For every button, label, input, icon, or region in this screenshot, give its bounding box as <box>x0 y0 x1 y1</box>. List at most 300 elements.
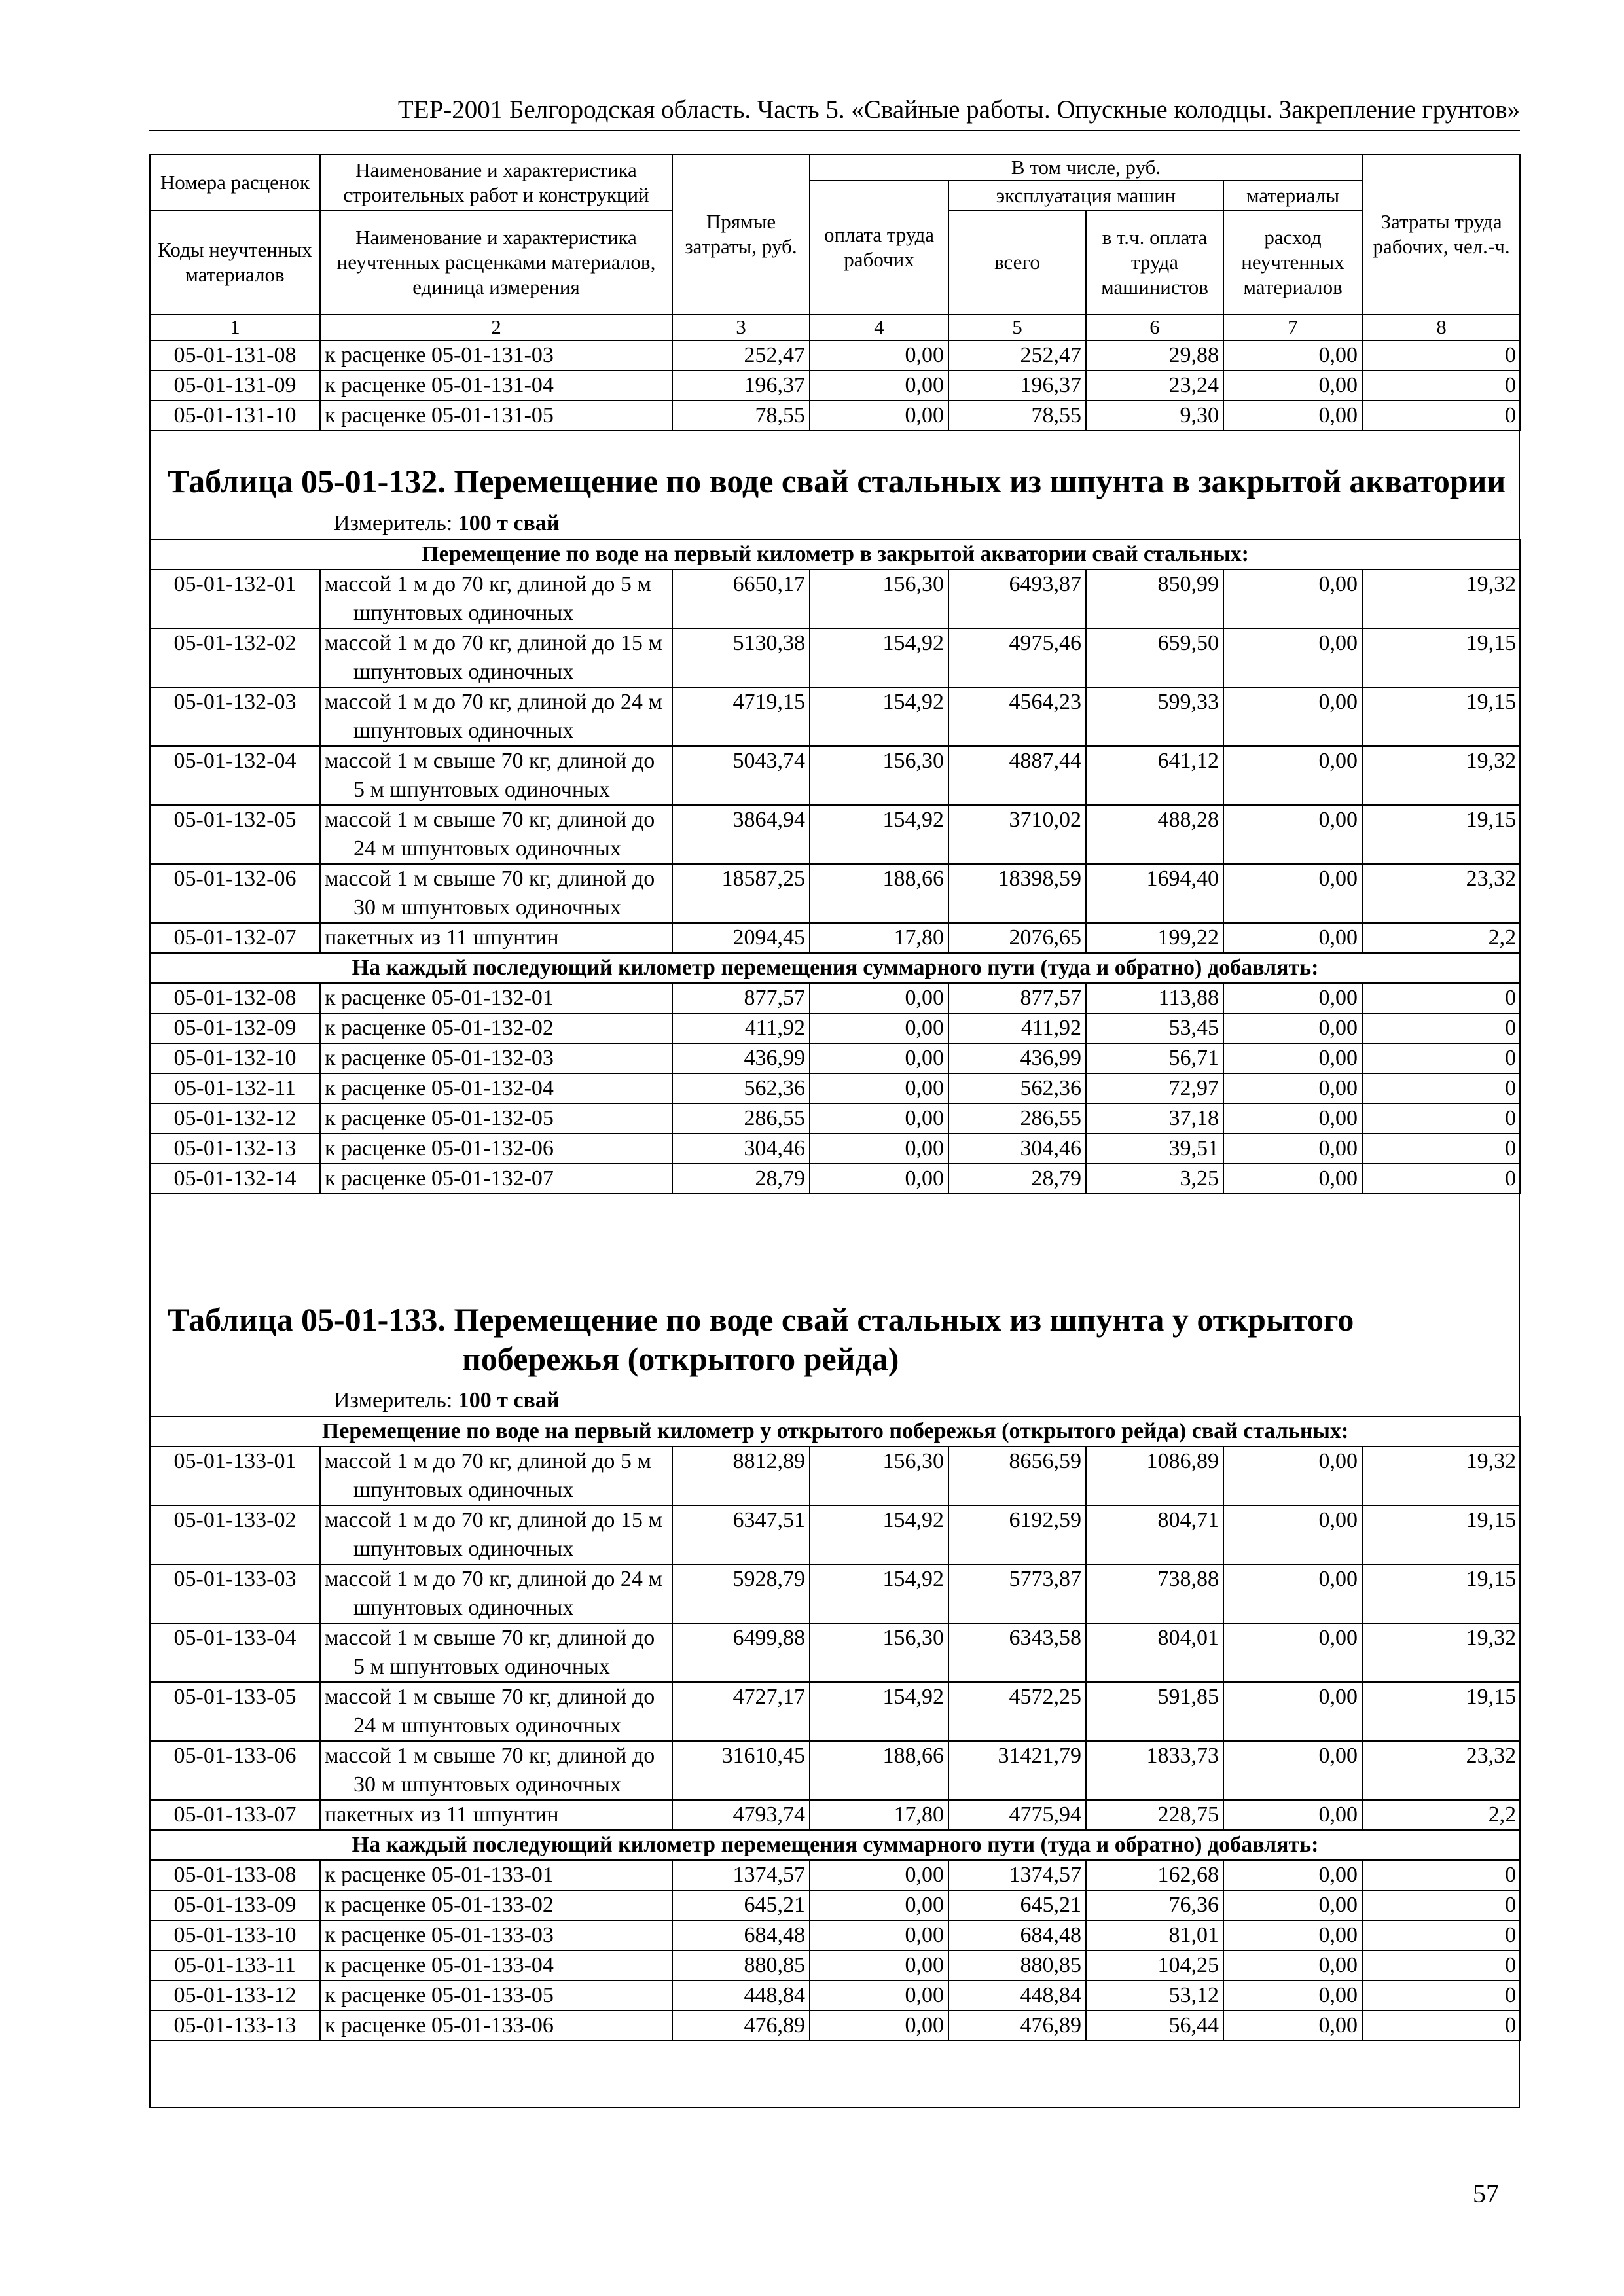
machine-total: 1374,57 <box>948 1860 1086 1890</box>
materials: 0,00 <box>1223 569 1362 628</box>
measure-label: Измеритель: <box>334 511 453 535</box>
machinist-pay: 488,28 <box>1086 805 1223 864</box>
direct-cost: 18587,25 <box>672 864 810 923</box>
materials: 0,00 <box>1223 1164 1362 1194</box>
rate-description: к расценке 05-01-131-03 <box>320 340 672 370</box>
rate-description: массой 1 м свыше 70 кг, длиной до 5 м шпунтовых одиночных <box>320 746 672 805</box>
materials: 0,00 <box>1223 923 1362 953</box>
rate-description: массой 1 м до 70 кг, длиной до 15 м шпунтовых одиночных <box>320 628 672 687</box>
labor-cost: 19,32 <box>1362 569 1521 628</box>
materials: 0,00 <box>1223 2011 1362 2041</box>
table-row <box>150 2011 1521 2041</box>
column-number: 1 <box>150 314 320 340</box>
materials: 0,00 <box>1223 1800 1362 1830</box>
rate-code: 05-01-132-05 <box>150 805 320 864</box>
machinist-pay: 591,85 <box>1086 1682 1223 1741</box>
table-row <box>150 340 1521 370</box>
materials: 0,00 <box>1223 401 1362 431</box>
table-133-title-line-2: побережья (открытого рейда) <box>462 1340 899 1377</box>
labor-cost: 0 <box>1362 401 1521 431</box>
labor-pay: 0,00 <box>810 1950 948 1981</box>
direct-cost: 286,55 <box>672 1103 810 1134</box>
labor-cost: 0 <box>1362 1981 1521 2011</box>
column-number: 5 <box>948 314 1086 340</box>
direct-cost: 252,47 <box>672 340 810 370</box>
table-row <box>150 401 1521 431</box>
labor-pay: 0,00 <box>810 1043 948 1073</box>
rate-code: 05-01-133-03 <box>150 1564 320 1623</box>
table-row <box>150 1043 1521 1073</box>
materials: 0,00 <box>1223 1013 1362 1043</box>
labor-pay: 0,00 <box>810 1920 948 1950</box>
table-row <box>150 746 1521 805</box>
direct-cost: 78,55 <box>672 401 810 431</box>
machinist-pay: 228,75 <box>1086 1800 1223 1830</box>
direct-cost: 4793,74 <box>672 1800 810 1830</box>
rate-description: к расценке 05-01-132-03 <box>320 1043 672 1073</box>
col-incl: В том числе, руб. <box>810 154 1362 181</box>
materials: 0,00 <box>1223 1920 1362 1950</box>
direct-cost: 4719,15 <box>672 687 810 746</box>
machine-total: 252,47 <box>948 340 1086 370</box>
labor-pay: 0,00 <box>810 1860 948 1890</box>
machine-total: 4564,23 <box>948 687 1086 746</box>
machine-total: 476,89 <box>948 2011 1086 2041</box>
machine-total: 196,37 <box>948 370 1086 401</box>
labor-cost: 0 <box>1362 1920 1521 1950</box>
materials: 0,00 <box>1223 1890 1362 1920</box>
materials: 0,00 <box>1223 1043 1362 1073</box>
labor-cost: 0 <box>1362 1073 1521 1103</box>
rate-description: к расценке 05-01-133-06 <box>320 2011 672 2041</box>
rate-description: к расценке 05-01-132-07 <box>320 1164 672 1194</box>
rate-code: 05-01-133-10 <box>150 1920 320 1950</box>
materials: 0,00 <box>1223 687 1362 746</box>
machinist-pay: 804,71 <box>1086 1505 1223 1564</box>
rate-description: пакетных из 11 шпунтин <box>320 923 672 953</box>
labor-cost: 0 <box>1362 1164 1521 1194</box>
table-row <box>150 1800 1521 1830</box>
labor-pay: 154,92 <box>810 1505 948 1564</box>
table-row <box>150 1950 1521 1981</box>
rate-code: 05-01-133-02 <box>150 1505 320 1564</box>
measure-value: 100 т свай <box>458 1388 560 1412</box>
labor-cost: 23,32 <box>1362 1741 1521 1800</box>
rate-code: 05-01-133-01 <box>150 1446 320 1505</box>
col-machines: эксплуатация машин <box>948 181 1223 211</box>
labor-cost: 19,15 <box>1362 687 1521 746</box>
labor-cost: 0 <box>1362 1134 1521 1164</box>
table-132-subheader-1: Перемещение по воде на первый километр в закрытой акватории свай стальных: <box>150 539 1521 569</box>
machinist-pay: 29,88 <box>1086 340 1223 370</box>
table-row <box>150 805 1521 864</box>
labor-pay: 154,92 <box>810 687 948 746</box>
labor-pay: 0,00 <box>810 370 948 401</box>
direct-cost: 28,79 <box>672 1164 810 1194</box>
labor-cost: 0 <box>1362 1013 1521 1043</box>
rate-description: массой 1 м свыше 70 кг, длиной до 30 м шпунтовых одиночных <box>320 1741 672 1800</box>
labor-pay: 0,00 <box>810 983 948 1013</box>
col-direct: Прямые затраты, руб. <box>672 154 810 314</box>
machinist-pay: 56,71 <box>1086 1043 1223 1073</box>
labor-pay: 0,00 <box>810 401 948 431</box>
machine-total: 411,92 <box>948 1013 1086 1043</box>
column-header-table <box>149 154 1521 431</box>
machinist-pay: 37,18 <box>1086 1103 1223 1134</box>
rate-description: массой 1 м свыше 70 кг, длиной до 5 м шпунтовых одиночных <box>320 1623 672 1682</box>
machine-total: 4775,94 <box>948 1800 1086 1830</box>
machinist-pay: 53,12 <box>1086 1981 1223 2011</box>
table-row <box>150 983 1521 1013</box>
machine-total: 31421,79 <box>948 1741 1086 1800</box>
direct-cost: 645,21 <box>672 1890 810 1920</box>
materials: 0,00 <box>1223 1981 1362 2011</box>
materials: 0,00 <box>1223 340 1362 370</box>
machine-total: 562,36 <box>948 1073 1086 1103</box>
col-labor-cost: Затраты труда рабочих, чел.-ч. <box>1362 154 1521 314</box>
labor-cost: 0 <box>1362 1103 1521 1134</box>
materials: 0,00 <box>1223 1073 1362 1103</box>
labor-cost: 0 <box>1362 1860 1521 1890</box>
labor-cost: 19,32 <box>1362 746 1521 805</box>
machinist-pay: 113,88 <box>1086 983 1223 1013</box>
direct-cost: 4727,17 <box>672 1682 810 1741</box>
machinist-pay: 599,33 <box>1086 687 1223 746</box>
machine-total: 4572,25 <box>948 1682 1086 1741</box>
column-number: 8 <box>1362 314 1521 340</box>
direct-cost: 31610,45 <box>672 1741 810 1800</box>
machinist-pay: 39,51 <box>1086 1134 1223 1164</box>
machinist-pay: 53,45 <box>1086 1013 1223 1043</box>
machinist-pay: 162,68 <box>1086 1860 1223 1890</box>
col-labor-pay: оплата труда рабочих <box>810 181 948 314</box>
direct-cost: 304,46 <box>672 1134 810 1164</box>
rate-code: 05-01-133-11 <box>150 1950 320 1981</box>
materials: 0,00 <box>1223 628 1362 687</box>
rate-description: к расценке 05-01-132-04 <box>320 1073 672 1103</box>
machine-total: 28,79 <box>948 1164 1086 1194</box>
direct-cost: 562,36 <box>672 1073 810 1103</box>
machine-total: 645,21 <box>948 1890 1086 1920</box>
machinist-pay: 850,99 <box>1086 569 1223 628</box>
machinist-pay: 641,12 <box>1086 746 1223 805</box>
rate-description: к расценке 05-01-132-02 <box>320 1013 672 1043</box>
labor-pay: 0,00 <box>810 1103 948 1134</box>
column-number-row <box>150 314 1521 340</box>
machinist-pay: 1694,40 <box>1086 864 1223 923</box>
table-row <box>150 1981 1521 2011</box>
table-row <box>150 687 1521 746</box>
measure-value: 100 т свай <box>458 511 560 535</box>
page-number: 57 <box>1473 2179 1499 2208</box>
direct-cost: 5928,79 <box>672 1564 810 1623</box>
rate-description: массой 1 м до 70 кг, длиной до 5 м шпунтовых одиночных <box>320 1446 672 1505</box>
rate-code: 05-01-133-13 <box>150 2011 320 2041</box>
rate-code: 05-01-132-07 <box>150 923 320 953</box>
materials: 0,00 <box>1223 1564 1362 1623</box>
table-132-measure <box>334 509 559 538</box>
materials: 0,00 <box>1223 1505 1362 1564</box>
labor-pay: 156,30 <box>810 746 948 805</box>
rate-code: 05-01-133-04 <box>150 1623 320 1682</box>
table-row <box>150 1013 1521 1043</box>
table-row <box>150 1103 1521 1134</box>
materials: 0,00 <box>1223 1623 1362 1682</box>
table-row <box>150 1623 1521 1682</box>
table-133-title-line-1: Таблица 05-01-133. Перемещение по воде свай стальных из шпунта у открытого <box>168 1301 1354 1338</box>
labor-cost: 19,32 <box>1362 1623 1521 1682</box>
col-machinist-pay: в т.ч. оплата труда машинистов <box>1086 211 1223 314</box>
labor-cost: 0 <box>1362 983 1521 1013</box>
table-row <box>150 1134 1521 1164</box>
machine-total: 877,57 <box>948 983 1086 1013</box>
materials: 0,00 <box>1223 370 1362 401</box>
table-row <box>150 1890 1521 1920</box>
direct-cost: 5043,74 <box>672 746 810 805</box>
table-row <box>150 370 1521 401</box>
machinist-pay: 199,22 <box>1086 923 1223 953</box>
rate-code: 05-01-131-08 <box>150 340 320 370</box>
labor-pay: 154,92 <box>810 628 948 687</box>
table-row <box>150 1860 1521 1890</box>
direct-cost: 684,48 <box>672 1920 810 1950</box>
table-row <box>150 628 1521 687</box>
materials: 0,00 <box>1223 1950 1362 1981</box>
rate-description: к расценке 05-01-133-02 <box>320 1890 672 1920</box>
rate-description: массой 1 м свыше 70 кг, длиной до 24 м шпунтовых одиночных <box>320 1682 672 1741</box>
machine-total: 18398,59 <box>948 864 1086 923</box>
materials: 0,00 <box>1223 805 1362 864</box>
materials: 0,00 <box>1223 1741 1362 1800</box>
labor-cost: 0 <box>1362 2011 1521 2041</box>
machinist-pay: 738,88 <box>1086 1564 1223 1623</box>
table-row <box>150 1682 1521 1741</box>
rate-code: 05-01-132-08 <box>150 983 320 1013</box>
direct-cost: 6650,17 <box>672 569 810 628</box>
direct-cost: 3864,94 <box>672 805 810 864</box>
machinist-pay: 804,01 <box>1086 1623 1223 1682</box>
rate-code: 05-01-133-12 <box>150 1981 320 2011</box>
col-code-top: Номера расценок <box>150 154 320 211</box>
machine-total: 4887,44 <box>948 746 1086 805</box>
table-133-measure <box>334 1386 559 1415</box>
rate-description: массой 1 м свыше 70 кг, длиной до 30 м шпунтовых одиночных <box>320 864 672 923</box>
table-row <box>150 1505 1521 1564</box>
labor-pay: 0,00 <box>810 1073 948 1103</box>
labor-pay: 156,30 <box>810 569 948 628</box>
materials: 0,00 <box>1223 983 1362 1013</box>
rate-code: 05-01-133-09 <box>150 1890 320 1920</box>
labor-cost: 19,15 <box>1362 1682 1521 1741</box>
rate-description: массой 1 м до 70 кг, длиной до 24 м шпунтовых одиночных <box>320 1564 672 1623</box>
machine-total: 304,46 <box>948 1134 1086 1164</box>
machinist-pay: 56,44 <box>1086 2011 1223 2041</box>
col-name-top: Наименование и характеристика строительных работ и конструкций <box>320 154 672 211</box>
table-133 <box>149 1416 1521 2041</box>
direct-cost: 1374,57 <box>672 1860 810 1890</box>
machine-total: 436,99 <box>948 1043 1086 1073</box>
col-materials: материалы <box>1223 181 1362 211</box>
table-132 <box>149 539 1521 1194</box>
rate-code: 05-01-132-13 <box>150 1134 320 1164</box>
table-133-subheader-2: На каждый последующий километр перемещения суммарного пути (туда и обратно) добавлять: <box>150 1830 1521 1860</box>
column-number: 7 <box>1223 314 1362 340</box>
labor-cost: 2,2 <box>1362 923 1521 953</box>
column-number: 3 <box>672 314 810 340</box>
rate-code: 05-01-133-08 <box>150 1860 320 1890</box>
machinist-pay: 9,30 <box>1086 401 1223 431</box>
rate-code: 05-01-132-09 <box>150 1013 320 1043</box>
machinist-pay: 23,24 <box>1086 370 1223 401</box>
materials: 0,00 <box>1223 1860 1362 1890</box>
labor-pay: 0,00 <box>810 1134 948 1164</box>
machinist-pay: 1086,89 <box>1086 1446 1223 1505</box>
rate-description: к расценке 05-01-132-06 <box>320 1134 672 1164</box>
labor-cost: 2,2 <box>1362 1800 1521 1830</box>
direct-cost: 2094,45 <box>672 923 810 953</box>
labor-pay: 156,30 <box>810 1623 948 1682</box>
rate-code: 05-01-132-06 <box>150 864 320 923</box>
machine-total: 880,85 <box>948 1950 1086 1981</box>
labor-pay: 0,00 <box>810 1890 948 1920</box>
labor-pay: 154,92 <box>810 1682 948 1741</box>
materials: 0,00 <box>1223 1134 1362 1164</box>
rate-description: к расценке 05-01-131-05 <box>320 401 672 431</box>
table-133-subheader-1: Перемещение по воде на первый километр у открытого побережья (открытого рейда) свай стальных: <box>150 1416 1521 1446</box>
machine-total: 5773,87 <box>948 1564 1086 1623</box>
labor-cost: 19,15 <box>1362 805 1521 864</box>
rate-code: 05-01-132-03 <box>150 687 320 746</box>
rate-code: 05-01-132-12 <box>150 1103 320 1134</box>
col-total: всего <box>948 211 1086 314</box>
table-row <box>150 923 1521 953</box>
direct-cost: 411,92 <box>672 1013 810 1043</box>
rate-description: массой 1 м свыше 70 кг, длиной до 24 м шпунтовых одиночных <box>320 805 672 864</box>
machinist-pay: 659,50 <box>1086 628 1223 687</box>
measure-label: Измеритель: <box>334 1388 453 1412</box>
labor-pay: 0,00 <box>810 340 948 370</box>
labor-pay: 0,00 <box>810 1164 948 1194</box>
column-number: 2 <box>320 314 672 340</box>
direct-cost: 5130,38 <box>672 628 810 687</box>
labor-pay: 188,66 <box>810 864 948 923</box>
col-uncounted: расход неучтенных материалов <box>1223 211 1362 314</box>
labor-pay: 17,80 <box>810 1800 948 1830</box>
labor-cost: 0 <box>1362 370 1521 401</box>
table-row <box>150 1741 1521 1800</box>
machinist-pay: 1833,73 <box>1086 1741 1223 1800</box>
column-number: 4 <box>810 314 948 340</box>
running-header: ТЕР-2001 Белгородская область. Часть 5. «Свайные работы. Опускные колодцы. Закрепление грунтов» <box>149 90 1520 131</box>
rate-code: 05-01-133-05 <box>150 1682 320 1741</box>
labor-cost: 19,15 <box>1362 628 1521 687</box>
rate-code: 05-01-131-10 <box>150 401 320 431</box>
table-row <box>150 1920 1521 1950</box>
machine-total: 448,84 <box>948 1981 1086 2011</box>
materials: 0,00 <box>1223 1103 1362 1134</box>
labor-cost: 23,32 <box>1362 864 1521 923</box>
column-number: 6 <box>1086 314 1223 340</box>
labor-pay: 156,30 <box>810 1446 948 1505</box>
machinist-pay: 3,25 <box>1086 1164 1223 1194</box>
direct-cost: 880,85 <box>672 1950 810 1981</box>
rate-code: 05-01-133-07 <box>150 1800 320 1830</box>
direct-cost: 6347,51 <box>672 1505 810 1564</box>
direct-cost: 877,57 <box>672 983 810 1013</box>
labor-pay: 0,00 <box>810 1013 948 1043</box>
materials: 0,00 <box>1223 746 1362 805</box>
machinist-pay: 104,25 <box>1086 1950 1223 1981</box>
labor-pay: 154,92 <box>810 805 948 864</box>
labor-pay: 0,00 <box>810 1981 948 2011</box>
table-132-title: Таблица 05-01-132. Перемещение по воде свай стальных из шпунта в закрытой акватории <box>168 463 1506 499</box>
labor-pay: 154,92 <box>810 1564 948 1623</box>
machine-total: 6192,59 <box>948 1505 1086 1564</box>
direct-cost: 196,37 <box>672 370 810 401</box>
rate-code: 05-01-133-06 <box>150 1741 320 1800</box>
table-row <box>150 1446 1521 1505</box>
rate-code: 05-01-132-14 <box>150 1164 320 1194</box>
machine-total: 4975,46 <box>948 628 1086 687</box>
labor-cost: 19,15 <box>1362 1564 1521 1623</box>
materials: 0,00 <box>1223 864 1362 923</box>
col-code-bottom: Коды неучтенных материалов <box>150 211 320 314</box>
labor-pay: 0,00 <box>810 2011 948 2041</box>
rate-code: 05-01-132-01 <box>150 569 320 628</box>
rate-description: к расценке 05-01-133-05 <box>320 1981 672 2011</box>
rate-code: 05-01-132-02 <box>150 628 320 687</box>
rate-description: массой 1 м до 70 кг, длиной до 5 м шпунтовых одиночных <box>320 569 672 628</box>
labor-cost: 19,32 <box>1362 1446 1521 1505</box>
rate-description: пакетных из 11 шпунтин <box>320 1800 672 1830</box>
labor-cost: 0 <box>1362 1043 1521 1073</box>
rate-code: 05-01-132-04 <box>150 746 320 805</box>
machine-total: 3710,02 <box>948 805 1086 864</box>
machinist-pay: 72,97 <box>1086 1073 1223 1103</box>
machine-total: 684,48 <box>948 1920 1086 1950</box>
table-row <box>150 569 1521 628</box>
table-row <box>150 1073 1521 1103</box>
rate-description: массой 1 м до 70 кг, длиной до 15 м шпунтовых одиночных <box>320 1505 672 1564</box>
rate-description: к расценке 05-01-132-05 <box>320 1103 672 1134</box>
rate-code: 05-01-131-09 <box>150 370 320 401</box>
table-132-subheader-2: На каждый последующий километр перемещения суммарного пути (туда и обратно) добавлять: <box>150 953 1521 983</box>
labor-cost: 0 <box>1362 340 1521 370</box>
machine-total: 2076,65 <box>948 923 1086 953</box>
rate-code: 05-01-132-10 <box>150 1043 320 1073</box>
direct-cost: 448,84 <box>672 1981 810 2011</box>
rate-code: 05-01-132-11 <box>150 1073 320 1103</box>
direct-cost: 6499,88 <box>672 1623 810 1682</box>
col-name-bottom: Наименование и характеристика неучтенных расценками материалов, единица измерения <box>320 211 672 314</box>
machine-total: 6493,87 <box>948 569 1086 628</box>
direct-cost: 436,99 <box>672 1043 810 1073</box>
labor-cost: 19,15 <box>1362 1505 1521 1564</box>
labor-cost: 0 <box>1362 1950 1521 1981</box>
table-row <box>150 864 1521 923</box>
table-row <box>150 1564 1521 1623</box>
direct-cost: 476,89 <box>672 2011 810 2041</box>
direct-cost: 8812,89 <box>672 1446 810 1505</box>
machine-total: 8656,59 <box>948 1446 1086 1505</box>
machine-total: 286,55 <box>948 1103 1086 1134</box>
machinist-pay: 81,01 <box>1086 1920 1223 1950</box>
rate-description: к расценке 05-01-132-01 <box>320 983 672 1013</box>
rate-description: к расценке 05-01-133-01 <box>320 1860 672 1890</box>
materials: 0,00 <box>1223 1446 1362 1505</box>
labor-cost: 0 <box>1362 1890 1521 1920</box>
machinist-pay: 76,36 <box>1086 1890 1223 1920</box>
